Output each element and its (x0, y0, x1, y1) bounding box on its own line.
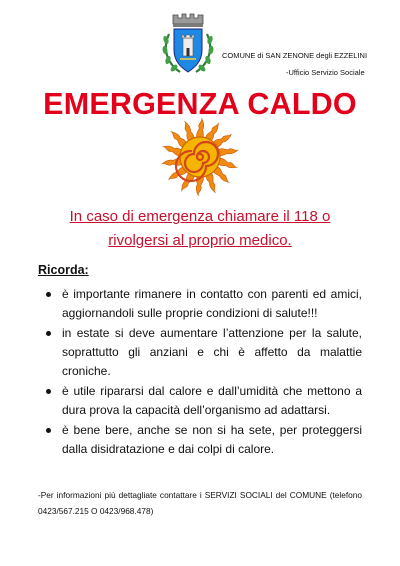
sun-icon (160, 117, 240, 197)
bullet-icon (46, 292, 51, 297)
bullet-icon (46, 331, 51, 336)
advice-text: è importante rimanere in contatto con parenti ed amici, aggiornandoli sulle proprie condizioni di salute!!! (62, 287, 362, 320)
sun-ray (205, 173, 220, 193)
advice-text: è utile ripararsi dal calore e dall’umidità che mettono a dura prova la capacità dell’organismo ad adattarsi. (62, 384, 362, 417)
sun-ray (219, 145, 239, 156)
sun-ray (180, 173, 195, 193)
emergency-instruction (40, 205, 360, 253)
sun-ray (196, 118, 203, 137)
advice-text: è bene bere, anche se non si ha sete, per proteggersi dalla disidratazione e dai colpi di calore. (62, 423, 362, 456)
office-name: -Ufficio Servizio Sociale (286, 68, 365, 77)
advice-item (40, 324, 362, 381)
bullet-icon (46, 428, 51, 433)
municipality-name: COMUNE di SAN ZENONE degli EZZELINI (222, 51, 368, 60)
advice-item (40, 421, 362, 459)
headline: EMERGENZA CALDO (43, 87, 357, 121)
sun-ray (161, 145, 181, 156)
emergency-instruction-line-2: rivolgersi al proprio medico. (108, 232, 292, 249)
sun-ray (219, 158, 239, 169)
bullet-icon (46, 389, 51, 394)
emergency-instruction-line-1: In caso di emergenza chiamare il 118 o (69, 208, 331, 225)
coat-of-arms-icon (160, 12, 216, 78)
advice-text: in estate si deve aumentare l’attenzione per la salute, soprattutto gli anziani e chi è affetto da malattie croniche. (62, 326, 362, 378)
advice-list (40, 285, 362, 460)
advice-item (40, 382, 362, 420)
advice-item (40, 285, 362, 323)
sun-ray (180, 120, 195, 140)
sun-ray (205, 120, 220, 140)
contact-info: -Per informazioni più dettagliate contattare i SERVIZI SOCIALI del COMUNE (telefono 0423/567.215 O 0423/968.478) (38, 490, 362, 516)
remember-heading: Ricorda: (38, 263, 89, 277)
